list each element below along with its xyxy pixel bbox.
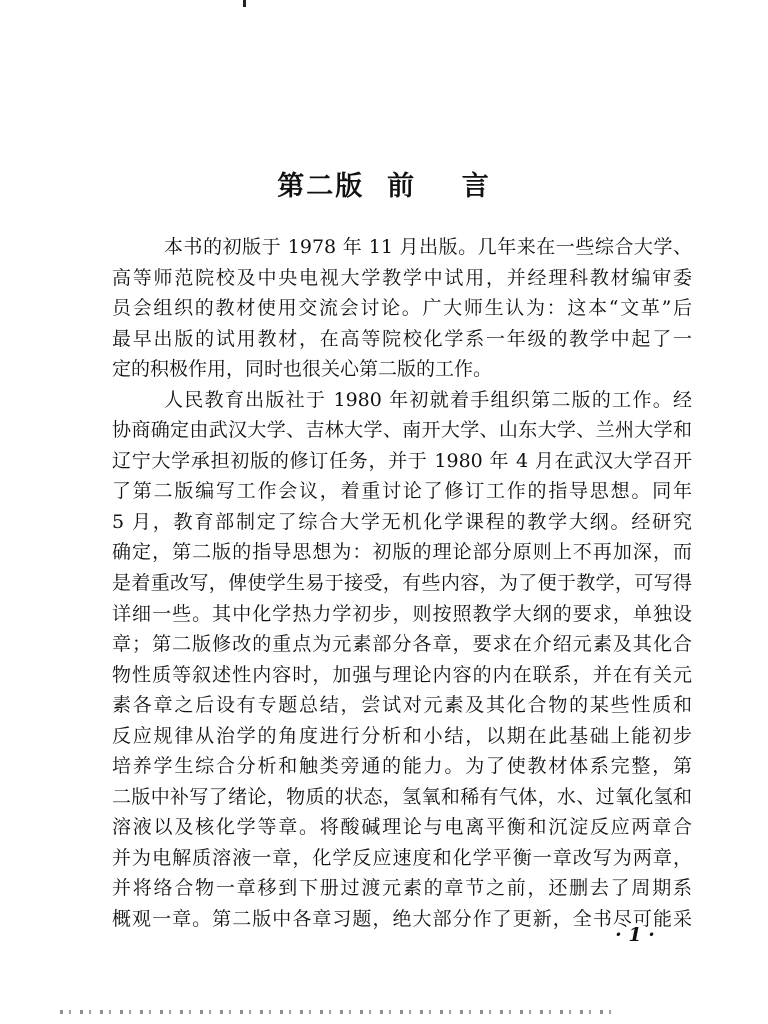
text-line: 定的积极作用，同时也很关心第二版的工作。 (112, 358, 493, 381)
text-line: 辽宁大学承担初版的修订任务，并于 1980 年 4 月在武汉大学召开 (112, 449, 692, 472)
text-line: 5 月，教育部制定了综合大学无机化学课程的教学大纲。经研究 (112, 510, 692, 533)
text-line: 素各章之后设有专题总结，尝试对元素及其化合物的某些性质和 (112, 694, 692, 717)
text-line: 反应规律从治学的角度进行分析和小结，以期在此基础上能初步 (112, 724, 692, 747)
text-line: 最早出版的试用教材，在高等院校化学系一年级的教学中起了一 (112, 327, 692, 350)
text-line: 二版中补写了绪论，物质的状态，氢氧和稀有气体，水、过氧化氢和 (112, 785, 692, 808)
scan-noise (60, 1010, 620, 1014)
text-line: 本书的初版于 1978 年 11 月出版。几年来在一些综合大学、 (164, 236, 692, 258)
text-line: 概观一章。第二版中各章习题，绝大部分作了更新，全书尽可能采 (112, 908, 692, 931)
text-line: 协商确定由武汉大学、吉林大学、南开大学、山东大学、兰州大学和 (112, 419, 692, 442)
text-line: 章；第二版修改的重点为元素部分各章，要求在介绍元素及其化合 (112, 633, 692, 656)
preface-title: 第二版 前 言 (277, 171, 491, 202)
text-line: 确定，第二版的指导思想为：初版的理论部分原则上不再加深，而 (112, 541, 692, 564)
text-line: 并将络合物一章移到下册过渡元素的章节之前，还删去了周期系 (112, 877, 692, 900)
text-line: 了第二版编写工作会议，着重讨论了修订工作的指导思想。同年 (112, 480, 692, 503)
text-line: 溶液以及核化学等章。将酸碱理论与电离平衡和沉淀反应两章合 (112, 816, 692, 839)
page-number: · 1 · (615, 924, 655, 946)
text-line: 人民教育出版社于 1980 年初就着手组织第二版的工作。经 (164, 388, 692, 411)
text-line: 是着重改写，俾使学生易于接受，有些内容，为了便于教学，可写得 (112, 572, 692, 595)
text-line: 并为电解质溶液一章，化学反应速度和化学平衡一章改写为两章， (112, 846, 692, 869)
scan-mark (243, 0, 246, 7)
text-line: 详细一些。其中化学热力学初步，则按照教学大纲的要求，单独设 (112, 602, 692, 625)
preface-body (112, 232, 692, 935)
text-line: 培养学生综合分析和触类旁通的能力。为了使教材体系完整，第 (112, 755, 692, 778)
text-line: 员会组织的教材使用交流会讨论。广大师生认为：这本“文革”后 (112, 297, 692, 320)
text-line: 高等师范院校及中央电视大学教学中试用，并经理科教材编审委 (112, 266, 692, 289)
text-line: 物性质等叙述性内容时，加强与理论内容的内在联系，并在有关元 (112, 663, 692, 686)
